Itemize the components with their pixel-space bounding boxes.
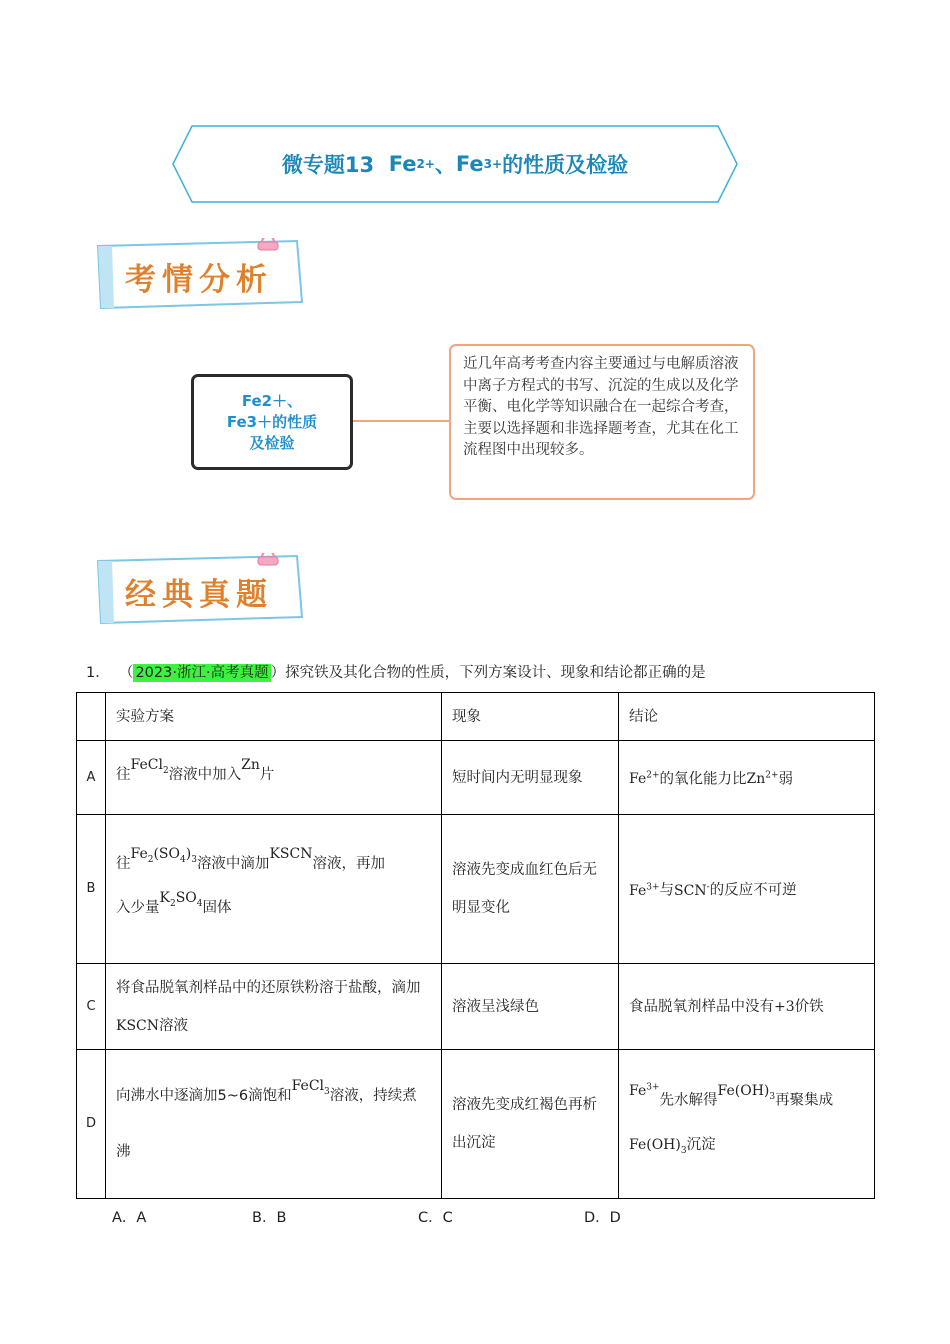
- page-title: 微专题13 Fe 2+ 、 Fe 3+ 的性质及检验: [172, 125, 738, 203]
- table-header-row: [77, 693, 875, 741]
- conclusion-text: 与: [659, 882, 675, 899]
- option-a[interactable]: A．A: [112, 1210, 147, 1226]
- title-fe3-base: Fe: [455, 152, 484, 176]
- mindmap-center-node: [191, 374, 353, 470]
- plan-text: 往: [116, 766, 131, 783]
- question-number: 1．: [86, 665, 110, 681]
- source-close: ）: [270, 665, 286, 681]
- table-row-b: [77, 815, 875, 964]
- header-conclusion: 结论: [619, 693, 875, 741]
- formula-feoh3: $Fe(OH)_3$: [629, 1136, 687, 1156]
- table-row-a: [77, 741, 875, 815]
- formula-fe3: $Fe^{3+}$: [629, 882, 660, 899]
- phenomenon-cell: 短时间内无明显现象: [442, 741, 619, 815]
- plan-text: 入少量: [116, 900, 160, 916]
- formula-k2so4: $K_2SO_4$: [159, 890, 203, 909]
- title-fe2-base: Fe: [388, 152, 417, 176]
- mindmap-node-line3: 及检验: [249, 433, 295, 452]
- conclusion-cell: [619, 1050, 875, 1199]
- row-label: D: [77, 1050, 106, 1199]
- plan-cell: [106, 741, 442, 815]
- row-label: B: [77, 815, 106, 964]
- conclusion-text: 弱: [778, 771, 794, 788]
- row-label: C: [77, 964, 106, 1050]
- conclusion-text: 沉淀: [686, 1136, 716, 1153]
- option-d[interactable]: D．D: [584, 1210, 621, 1226]
- conclusion-text: 先水解得: [659, 1093, 718, 1110]
- conclusion-text: 价铁: [794, 998, 824, 1015]
- section-title-analysis: 考情分析: [125, 261, 273, 298]
- formula-scn: SCN-: [674, 882, 710, 899]
- formula-fe2: $Fe^{2+}$: [629, 770, 660, 788]
- plan-text: 溶液，再加: [312, 856, 385, 873]
- mindmap-node-line1: Fe2＋、: [241, 391, 303, 410]
- plan-text: 将食品脱氧剂样品中的还原铁粉溶于盐酸，滴加: [116, 979, 421, 996]
- valence-plus3: +3: [774, 998, 795, 1015]
- header-label: [77, 693, 106, 741]
- table-row-c: [77, 964, 875, 1050]
- formula-fecl3: FeCl$_3$: [291, 1078, 330, 1097]
- source-open: （: [118, 665, 134, 681]
- formula-fe3: $Fe^{3+}$: [629, 1082, 660, 1100]
- plan-cell: [106, 1050, 442, 1199]
- phenomenon-cell: 溶液呈浅绿色: [442, 964, 619, 1050]
- question-text: 探究铁及其化合物的性质，下列方案设计、现象和结论都正确的是: [285, 665, 706, 681]
- formula-kscn: KSCN: [116, 1017, 160, 1034]
- option-b[interactable]: B．B: [252, 1210, 287, 1226]
- formula-feoh3: $Fe(OH)_3$: [717, 1083, 776, 1102]
- formula-zn2: $Zn^{2+}$: [746, 770, 779, 788]
- conclusion-cell: [619, 964, 875, 1050]
- plan-cell: [106, 964, 442, 1050]
- plan-text: 固体: [202, 900, 232, 916]
- plan-text: 溶液中滴加: [196, 856, 270, 873]
- row-label: A: [77, 741, 106, 815]
- conclusion-cell: [619, 815, 875, 964]
- table-row-d: [77, 1050, 875, 1199]
- section-title-exam: 经典真题: [125, 576, 273, 613]
- title-prefix: 微专题13: [281, 153, 375, 177]
- question-source: 2023·浙江·高考真题: [135, 665, 269, 681]
- conclusion-text: 的氧化能力比: [659, 771, 747, 788]
- formula-fecl2: FeCl$_2$: [130, 756, 169, 776]
- question-stem: [86, 661, 706, 682]
- conclusion-text: 的反应不可逆: [709, 882, 797, 899]
- header-plan: 实验方案: [106, 693, 442, 741]
- option-c[interactable]: C．C: [418, 1210, 453, 1226]
- phenomenon-cell: 溶液先变成血红色后无明显变化: [442, 815, 619, 964]
- conclusion-cell: [619, 741, 875, 815]
- formula-zn: Zn: [241, 756, 260, 773]
- conclusion-text: 食品脱氧剂样品中没有: [629, 998, 774, 1015]
- plan-text: 溶液: [159, 1017, 189, 1034]
- header-phenomenon: 现象: [442, 693, 619, 741]
- conclusion-text: 再聚集成: [775, 1093, 834, 1110]
- experiment-table: [76, 692, 875, 1199]
- formula-kscn: KSCN: [269, 846, 313, 863]
- mindmap-node-line2: Fe3＋的性质: [226, 412, 318, 431]
- plan-text: 向沸水中逐滴加5~6滴饱和: [116, 1088, 292, 1105]
- title-suffix: 的性质及检验: [502, 153, 629, 177]
- plan-text: 往: [116, 856, 131, 873]
- title-separator: 、: [434, 153, 456, 177]
- mindmap-connector: [353, 420, 449, 422]
- plan-text: 溶液中加入: [168, 766, 242, 783]
- plan-cell: [106, 815, 442, 964]
- formula-fe2so43: $Fe_2(SO_4)_3$: [130, 846, 197, 865]
- phenomenon-cell: 溶液先变成红褐色再析出沉淀: [442, 1050, 619, 1199]
- mindmap-description: 近几年高考考查内容主要通过与电解质溶液中离子方程式的书写、沉淀的生成以及化学平衡、电化学等知识融合在一起综合考查，主要以选择题和非选择题考查，尤其在化工流程图中出现较多。: [449, 344, 755, 500]
- plan-text: 片: [259, 766, 275, 783]
- plan-text: 溶液，持续煮沸: [116, 1088, 417, 1160]
